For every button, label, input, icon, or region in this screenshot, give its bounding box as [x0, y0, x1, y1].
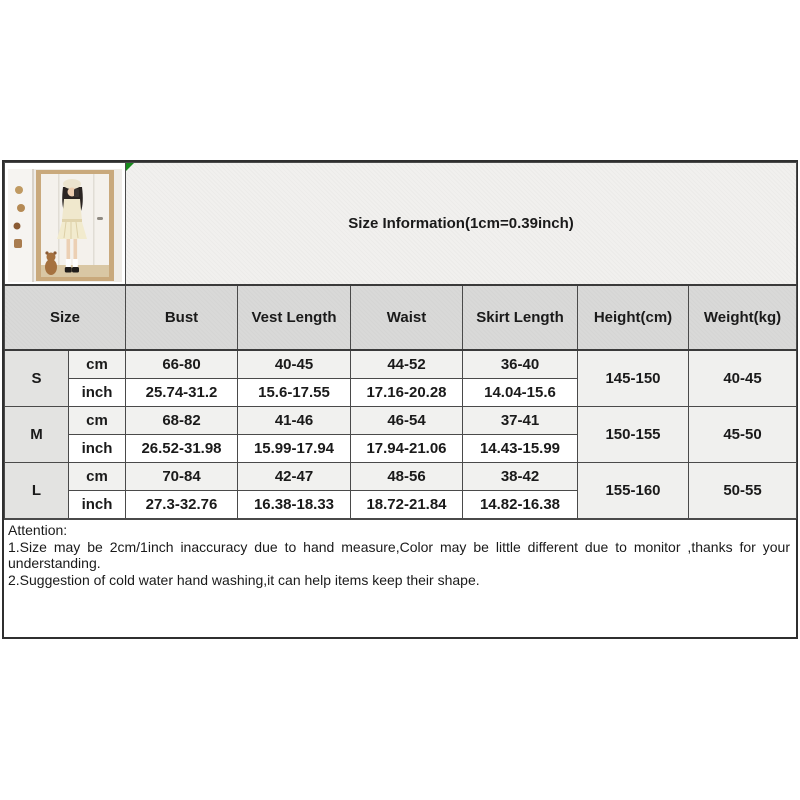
size-info-title: Size Information(1cm=0.39inch)	[348, 215, 574, 232]
size-table	[4, 162, 797, 519]
value-l-weight: 50-55	[689, 463, 797, 519]
unit-label-cm: cm	[69, 407, 126, 435]
value-l-vest-cm: 42-47	[238, 463, 351, 491]
value-m-bust-cm: 68-82	[126, 407, 238, 435]
value-m-weight: 45-50	[689, 407, 797, 463]
value-s-skirt-cm: 36-40	[463, 350, 578, 379]
value-l-vest-inch: 16.38-18.33	[238, 491, 351, 519]
column-header-skirt-length: Skirt Length	[463, 285, 578, 350]
product-photo-cell	[5, 163, 126, 286]
attention-line-1: 1.Size may be 2cm/1inch inaccuracy due to hand measure,Color may be little different due to monitor ,thanks for your understanding.	[8, 538, 790, 571]
value-s-waist-cm: 44-52	[351, 350, 463, 379]
value-s-height: 145-150	[578, 350, 689, 407]
title-row	[5, 163, 797, 286]
value-l-skirt-cm: 38-42	[463, 463, 578, 491]
unit-label-cm: cm	[69, 350, 126, 379]
value-s-bust-inch: 25.74-31.2	[126, 379, 238, 407]
size-label-s: S	[5, 350, 69, 407]
value-m-skirt-cm: 37-41	[463, 407, 578, 435]
table-row-m-cm	[5, 407, 797, 435]
note-flag-icon	[126, 163, 134, 171]
value-m-vest-cm: 41-46	[238, 407, 351, 435]
table-row-l-cm	[5, 463, 797, 491]
attention-line-2: 2.Suggestion of cold water hand washing,it can help items keep their shape.	[8, 571, 480, 588]
value-l-height: 155-160	[578, 463, 689, 519]
table-row-s-cm	[5, 350, 797, 379]
attention-note	[4, 519, 796, 637]
value-m-skirt-inch: 14.43-15.99	[463, 435, 578, 463]
unit-label-cm: cm	[69, 463, 126, 491]
value-l-skirt-inch: 14.82-16.38	[463, 491, 578, 519]
value-m-height: 150-155	[578, 407, 689, 463]
value-m-bust-inch: 26.52-31.98	[126, 435, 238, 463]
column-header-row	[5, 285, 797, 350]
size-info-title-cell	[126, 163, 797, 286]
value-s-waist-inch: 17.16-20.28	[351, 379, 463, 407]
value-m-vest-inch: 15.99-17.94	[238, 435, 351, 463]
value-m-waist-inch: 17.94-21.06	[351, 435, 463, 463]
size-label-m: M	[5, 407, 69, 463]
column-header-waist: Waist	[351, 285, 463, 350]
value-l-bust-cm: 70-84	[126, 463, 238, 491]
column-header-size: Size	[5, 285, 126, 350]
column-header-weight: Weight(kg)	[689, 285, 797, 350]
value-s-vest-inch: 15.6-17.55	[238, 379, 351, 407]
column-header-height: Height(cm)	[578, 285, 689, 350]
value-s-skirt-inch: 14.04-15.6	[463, 379, 578, 407]
size-label-l: L	[5, 463, 69, 519]
value-l-bust-inch: 27.3-32.76	[126, 491, 238, 519]
value-s-vest-cm: 40-45	[238, 350, 351, 379]
column-header-bust: Bust	[126, 285, 238, 350]
value-s-bust-cm: 66-80	[126, 350, 238, 379]
value-s-weight: 40-45	[689, 350, 797, 407]
column-header-vest-length: Vest Length	[238, 285, 351, 350]
unit-label-inch: inch	[69, 491, 126, 519]
value-l-waist-cm: 48-56	[351, 463, 463, 491]
size-chart	[2, 160, 798, 639]
attention-heading: Attention:	[8, 522, 68, 538]
product-photo	[8, 169, 122, 282]
value-l-waist-inch: 18.72-21.84	[351, 491, 463, 519]
value-m-waist-cm: 46-54	[351, 407, 463, 435]
unit-label-inch: inch	[69, 435, 126, 463]
unit-label-inch: inch	[69, 379, 126, 407]
